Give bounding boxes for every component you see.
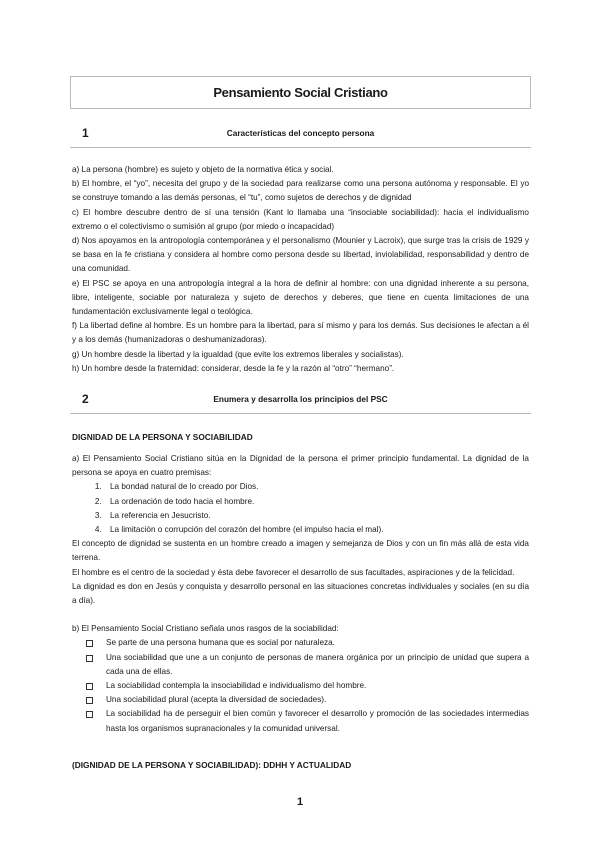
section-1-body — [72, 163, 529, 376]
title-box — [70, 76, 531, 109]
trait-item: Se parte de una persona humana que es social por naturaleza. — [72, 636, 529, 650]
paragraph-d: d) Nos apoyamos en la antropología contemporánea y el personalismo (Mounier y Lacroix), que surge tras la crisis de 1929 y se basa en la fe cristiana y considera al hombre como persona desde su libertad, inviolabilidad, responsabilidad y dentro de una comunidad. — [72, 236, 529, 274]
premise-item: 4. La limitación o corrupción del corazón del hombre (el impulso hacia el mal). — [104, 523, 529, 537]
section-1-number: 1 — [82, 126, 89, 140]
trait-item: Una sociabilidad plural (acepta la diversidad de sociedades). — [72, 693, 529, 707]
subheading-ddhh: (DIGNIDAD DE LA PERSONA Y SOCIABILIDAD): DDHH Y ACTUALIDAD — [72, 760, 352, 770]
premise-item: 1. La bondad natural de lo creado por Dios. — [104, 480, 529, 494]
paragraph-b: b) El hombre, el “yo”, necesita del grupo y de la sociedad para realizarse como una persona autónoma y responsable. El yo se construye tomando a las demás personas, el “tu”, como sujetos de derechos y de dignidad — [72, 179, 529, 203]
premise-item: 2. La ordenación de todo hacia el hombre. — [104, 495, 529, 509]
section-2-title: Enumera y desarrolla los principios del PSC — [213, 394, 388, 404]
dignity-paragraph: El hombre es el centro de la sociedad y ésta debe favorecer el desarrollo de sus facultades, aspiraciones y de la felicidad. — [72, 567, 515, 577]
paragraph-c: c) El hombre descubre dentro de sí una tensión (Kant lo llamaba una “insociable sociabilidad): hacia el individualismo extremo o el colectivismo o sumisión al grupo (por miedo o incapacidad) — [72, 207, 529, 231]
checkbox-bullet-icon — [86, 683, 93, 690]
dignity-paragraph: La dignidad es don en Jesús y conquista y desarrollo personal en las situaciones concretas individuales y sociales (en su día a día). — [72, 581, 529, 606]
paragraph-f: f) La libertad define al hombre. Es un hombre para la libertad, para sí mismo y para los demás. Sus decisiones le afectan a él y a los demás (humanizadoras o deshumanizadoras). — [72, 321, 529, 345]
trait-item: La sociabilidad ha de perseguir el bien común y favorecer el desarrollo y promoción de las sociedades intermedias hasta los organismos supranacionales y la comunidad universal. — [72, 707, 529, 735]
checkbox-bullet-icon — [86, 655, 93, 662]
section-1-header — [70, 126, 531, 148]
checkbox-bullet-icon — [86, 711, 93, 718]
section-2-number: 2 — [82, 392, 89, 406]
checkbox-bullet-icon — [86, 640, 93, 647]
traits-list — [72, 636, 529, 735]
paragraph-a: a) La persona (hombre) es sujeto y objeto de la normativa ética y social. — [72, 165, 334, 174]
paragraph-e: e) El PSC se apoya en una antropología integral a la hora de definir al hombre: con una dignidad inherente a su persona, libre, inteligente, sociable por naturaleza y sujeto de derechos y deberes, que tiene en cuenta limitaciones de una fundamentación exclusivamente legal o teológica. — [72, 278, 529, 317]
page-number: 1 — [296, 796, 304, 808]
section-2-header — [70, 392, 531, 414]
dignity-paragraph: El concepto de dignidad se sustenta en un hombre creado a imagen y semejanza de Dios y con un fin más allá de esta vida terrena. — [72, 539, 529, 563]
trait-item: Una sociabilidad que une a un conjunto de personas de manera orgánica por un principio de unidad que supera a cada una de ellas. — [72, 651, 529, 679]
paragraph-h: h) Un hombre desde la fraternidad: considerar, desde la fe y la razón al “otro” “hermano”. — [72, 363, 395, 373]
sociability-intro: b) El Pensamiento Social Cristiano señala unos rasgos de la sociabilidad: — [72, 624, 339, 634]
premise-item: 3. La referencia en Jesucristo. — [104, 509, 529, 523]
paragraph-g: g) Un hombre desde la libertad y la igualdad (que evite los extremos liberales y socialistas). — [72, 349, 404, 359]
checkbox-bullet-icon — [86, 697, 93, 704]
dignity-intro: a) El Pensamiento Social Cristiano sitúa en la Dignidad de la persona el primer principio fundamental. La dignidad de la persona se apoya en cuatro premisas: — [72, 454, 529, 478]
section-1-title: Características del concepto persona — [226, 128, 375, 138]
premises-list — [72, 480, 529, 537]
subheading-dignidad: DIGNIDAD DE LA PERSONA Y SOCIABILIDAD — [72, 432, 253, 442]
page-title: Pensamiento Social Cristiano — [213, 85, 388, 100]
section-2-body — [72, 452, 529, 736]
trait-item: La sociabilidad contempla la insociabilidad e individualismo del hombre. — [72, 679, 529, 693]
